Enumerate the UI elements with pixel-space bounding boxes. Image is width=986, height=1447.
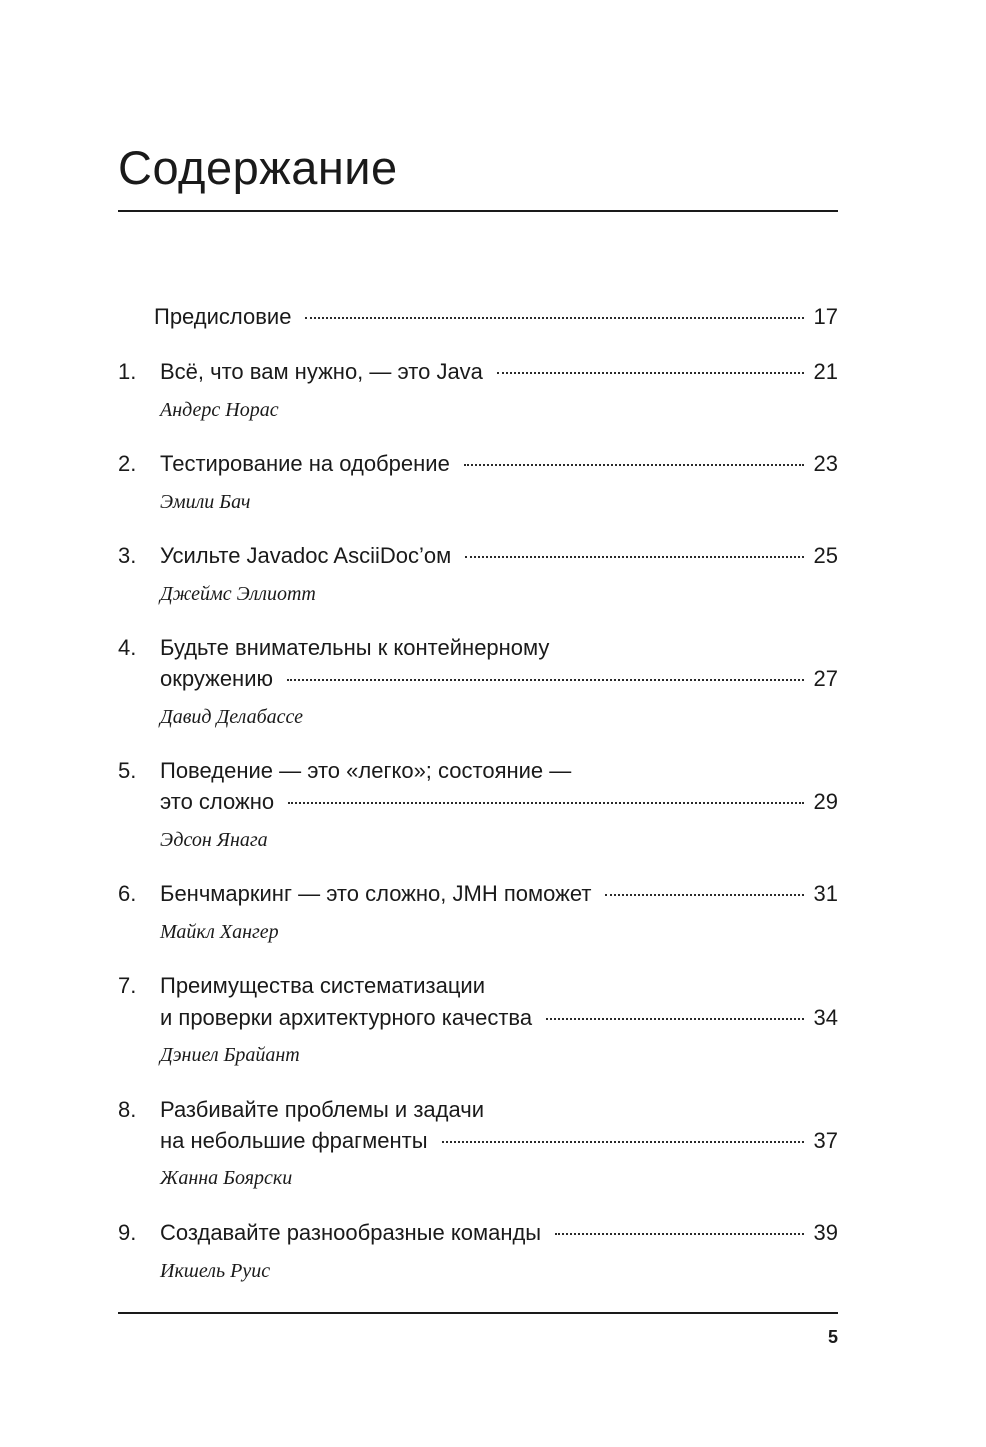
toc-entry-6[interactable] bbox=[160, 879, 838, 909]
toc-page-number: 27 bbox=[813, 666, 838, 691]
toc-entry-number: 2. bbox=[118, 451, 137, 476]
toc-entry-title-line1[interactable]: Разбивайте проблемы и задачи bbox=[160, 1097, 484, 1122]
toc-entry-author: Джеймс Эллиотт bbox=[160, 583, 316, 605]
toc-entry-number: 9. bbox=[118, 1220, 137, 1245]
toc-entry-author: Эмили Бач bbox=[160, 491, 251, 513]
toc-entry-title-line2: это сложно bbox=[160, 789, 275, 814]
toc-entry-title: Предисловие bbox=[154, 304, 292, 329]
toc-entry-number: 3. bbox=[118, 543, 137, 568]
toc-entry-title-line2: на небольшие фрагменты bbox=[160, 1128, 428, 1153]
dot-leader bbox=[546, 1018, 803, 1020]
toc-entry-4[interactable] bbox=[160, 664, 838, 694]
toc-page-number: 39 bbox=[813, 1220, 838, 1245]
toc-page-number: 31 bbox=[813, 881, 838, 906]
toc-entry-number: 8. bbox=[118, 1097, 137, 1122]
toc-entry-3[interactable] bbox=[160, 541, 838, 571]
toc-entry-number: 7. bbox=[118, 973, 137, 998]
dot-leader bbox=[288, 802, 803, 804]
toc-page-number: 23 bbox=[813, 451, 838, 476]
page-number: 5 bbox=[827, 1327, 838, 1347]
toc-page-number: 29 bbox=[813, 789, 838, 814]
dot-leader bbox=[605, 894, 803, 896]
toc-entry-number: 1. bbox=[118, 359, 137, 384]
footer-divider bbox=[118, 1312, 838, 1314]
toc-entry-author: Дэниел Брайант bbox=[160, 1044, 300, 1066]
toc-entry-author: Давид Делабассе bbox=[160, 706, 304, 728]
page-title: Содержание bbox=[118, 141, 398, 194]
toc-entry-author: Майкл Хангер bbox=[160, 921, 279, 943]
toc-entry-title: Создавайте разнообразные команды bbox=[160, 1220, 542, 1245]
toc-entry-author: Эдсон Янага bbox=[160, 829, 268, 851]
toc-entry-author: Андерс Норас bbox=[160, 399, 279, 421]
dot-leader bbox=[497, 372, 804, 374]
toc-entry-title: Всё, что вам нужно, — это Java bbox=[160, 359, 483, 384]
toc-entry-1[interactable] bbox=[160, 357, 838, 387]
toc-page-number: 21 bbox=[813, 359, 838, 384]
toc-entry-9[interactable] bbox=[160, 1218, 838, 1248]
toc-entry-title-line1[interactable]: Поведение — это «легко»; состояние — bbox=[160, 758, 572, 783]
toc-page-number: 37 bbox=[813, 1128, 838, 1153]
toc-page-number: 25 bbox=[813, 543, 838, 568]
toc-entry-2[interactable] bbox=[160, 449, 838, 479]
toc-entry-number: 4. bbox=[118, 635, 137, 660]
dot-leader bbox=[287, 679, 804, 681]
toc-entry-title-line1[interactable]: Преимущества систематизации bbox=[160, 973, 485, 998]
toc-entry-author: Икшель Руис bbox=[160, 1260, 271, 1282]
dot-leader bbox=[442, 1141, 804, 1143]
toc-entry-8[interactable] bbox=[160, 1126, 838, 1156]
toc-entry-number: 5. bbox=[118, 758, 137, 783]
dot-leader bbox=[305, 317, 803, 319]
toc-entry-5[interactable] bbox=[160, 787, 838, 817]
toc-entry-7[interactable] bbox=[160, 1003, 838, 1033]
toc-entry-title: Усильте Javadoc AsciiDoc’ом bbox=[160, 543, 452, 568]
toc-entry-number: 6. bbox=[118, 881, 137, 906]
toc-entry-title-line1[interactable]: Будьте внимательны к контейнерному bbox=[160, 635, 550, 660]
toc-entry-title: Бенчмаркинг — это сложно, JMH поможет bbox=[160, 881, 592, 906]
toc-entry-title: Тестирование на одобрение bbox=[160, 451, 450, 476]
dot-leader bbox=[465, 556, 803, 558]
toc-page-number: 17 bbox=[813, 304, 838, 329]
toc-page-number: 34 bbox=[813, 1005, 838, 1030]
dot-leader bbox=[555, 1233, 803, 1235]
toc-entry-preface[interactable] bbox=[154, 302, 838, 332]
toc-entry-title-line2: окружению bbox=[160, 666, 273, 691]
title-divider bbox=[118, 210, 838, 212]
toc-entry-author: Жанна Боярски bbox=[160, 1167, 293, 1189]
toc-entry-title-line2: и проверки архитектурного качества bbox=[160, 1005, 533, 1030]
dot-leader bbox=[464, 464, 804, 466]
